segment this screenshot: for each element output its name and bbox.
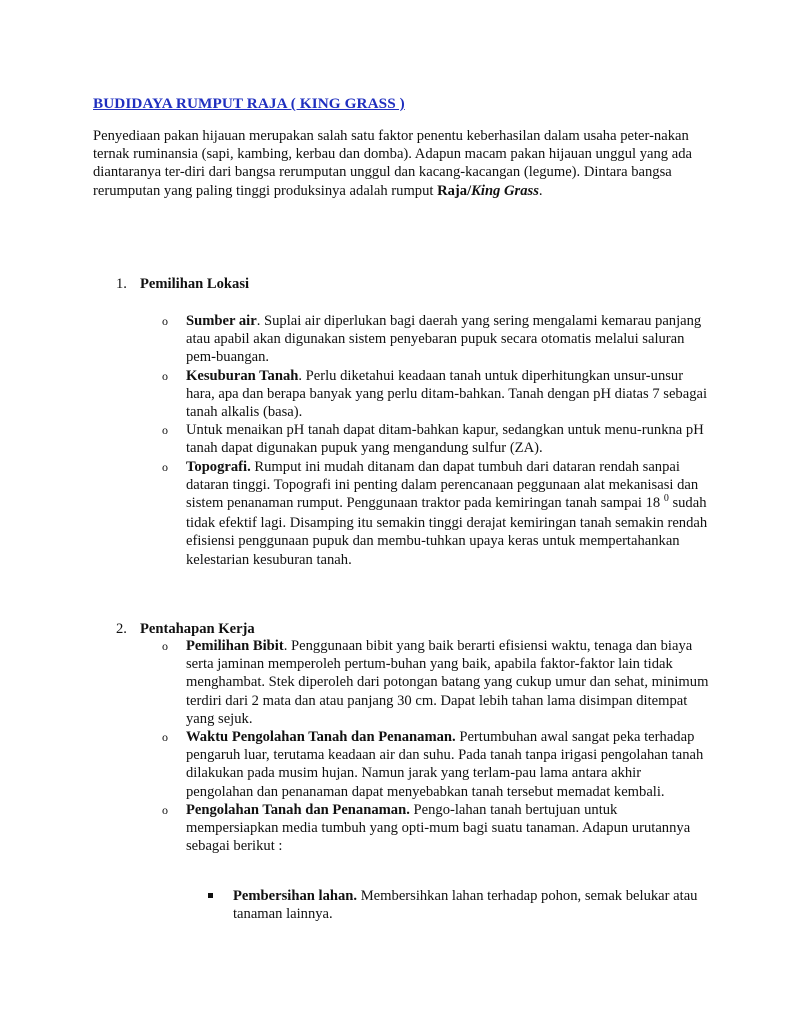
circle-bullet-icon: o <box>162 639 168 653</box>
section-1-number: 1. <box>116 276 127 292</box>
degree-superscript: 0 <box>663 493 669 505</box>
list-item <box>160 801 710 856</box>
intro-end: . <box>538 182 543 199</box>
section-1-list <box>160 312 710 569</box>
list-item <box>160 458 710 569</box>
item-text: Rumput ini mudah ditanam dan dapat tumbuh dari dataran rendah sanpai dataran tinggi. Topografi ini penting dalam perencanaan peggunaan alat mekanisasi dan sistem penanaman rumput. Penggunaan traktor pada kemiringan tanah sampai 18 <box>186 458 699 512</box>
item-text: Untuk menaikan pH tanah dapat ditam-bahkan kapur, sedangkan untuk menu-runkna pH tanah dapat digunakan pupuk yang mengandung sulfur (ZA). <box>186 422 704 457</box>
list-item <box>160 637 710 728</box>
item-bold-label: Pemilihan Bibit <box>186 638 284 654</box>
subitem-bold-label: Pembersihan lahan. <box>233 888 358 904</box>
section-2-sublist <box>207 887 707 923</box>
item-text: . Suplai air diperlukan bagi daerah yang sering mengalami kemarau panjang atau apabil akan digunakan sistem penyebaran pupuk secara otomatis melalui saluran pem-buangan. <box>186 313 702 366</box>
document-title: BUDIDAYA RUMPUT RAJA ( KING GRASS ) <box>93 95 405 112</box>
circle-bullet-icon: o <box>162 314 168 328</box>
circle-bullet-icon: o <box>162 423 168 438</box>
intro-bold-raja: Raja <box>437 182 468 199</box>
subitem-text: Membersihkan lahan terhadap pohon, semak belukar atau tanaman lainnya. <box>233 888 698 923</box>
list-item <box>160 312 710 367</box>
section-2-heading <box>116 620 255 638</box>
section-2-title: Pentahapan Kerja <box>140 621 255 637</box>
section-2-number: 2. <box>116 621 127 637</box>
circle-bullet-icon: o <box>162 368 168 383</box>
intro-paragraph <box>93 127 703 200</box>
item-text: . Penggunaan bibit yang baik berarti efisiensi waktu, tenaga dan biaya serta jaminan memperoleh pertum-buhan yang baik, apabila faktor-faktor lain tidak menghambat. Stek diperoleh dari potongan batang yang cukup umur dan sehat, minimum terdiri dari 2 mata dan atau panjang 30 cm. Dapat lebih tahan lama disimpan ditempat yang sejuk. <box>186 638 709 727</box>
item-bold-label: Topografi. <box>186 458 251 475</box>
circle-bullet-icon: o <box>162 459 168 474</box>
circle-bullet-icon: o <box>162 730 168 745</box>
square-bullet-icon <box>208 893 213 898</box>
list-item <box>160 367 710 422</box>
item-bold-label: Sumber air <box>186 313 257 329</box>
list-item <box>160 421 710 457</box>
item-bold-label: Pengolahan Tanah dan Penanaman. <box>186 801 410 818</box>
intro-bold-italic-king-grass: King Grass <box>471 182 539 199</box>
list-item <box>160 728 710 801</box>
section-2-list <box>160 637 710 855</box>
intro-text: Penyediaan pakan hijauan merupakan salah satu faktor penentu keberhasilan dalam usaha peter-nakan ternak ruminansia (sapi, kambing, kerbau dan domba). Adapun macam pakan hijauan unggul yang ada diantaranya ter-diri dari bangsa rerumputan unggul dan kacang-kacangan (legume). Dintara bangsa rerumputan yang paling tinggi produksinya adalah rumput <box>93 128 692 199</box>
item-text-continued: sudah tidak efektif lagi. Disamping itu semakin tinggi derajat kemiringan tanah semakin rendah efisiensi penggunaan pupuk dan membu-tuhkan upaya keras untuk mempertahankan kelestarian kesuburan tanah. <box>186 495 708 568</box>
item-bold-label: Kesuburan Tanah <box>186 367 299 384</box>
circle-bullet-icon: o <box>162 802 168 817</box>
intro-slash: / <box>467 182 472 199</box>
item-bold-label: Waktu Pengolahan Tanah dan Penanaman. <box>186 729 456 746</box>
section-1-title: Pemilihan Lokasi <box>140 276 250 292</box>
section-1-heading <box>116 275 249 293</box>
list-item <box>207 887 707 923</box>
item-text: Pertumbuhan awal sangat peka terhadap pengaruh luar, terutama keadaan air dan suhu. Pada tanah tanpa irigasi pengolahan tanah dilakukan pada musim hujan. Namun jarak yang terlam-pau lama antara akhir pengolahan dan penanaman dapat menyebabkan tanah tersebut memadat kembali. <box>186 729 704 800</box>
item-text: . Perlu diketahui keadaan tanah untuk diperhitungkan unsur-unsur hara, apa dan berapa banyak yang perlu ditam-bahkan. Tanah dengan pH diatas 7 sebagai tanah alkalis (basa). <box>186 367 708 421</box>
item-text: Pengo-lahan tanah bertujuan untuk mempersiapkan media tumbuh yang opti-mum bagi suatu tanaman. Adapun urutannya sebagai berikut : <box>186 801 691 855</box>
